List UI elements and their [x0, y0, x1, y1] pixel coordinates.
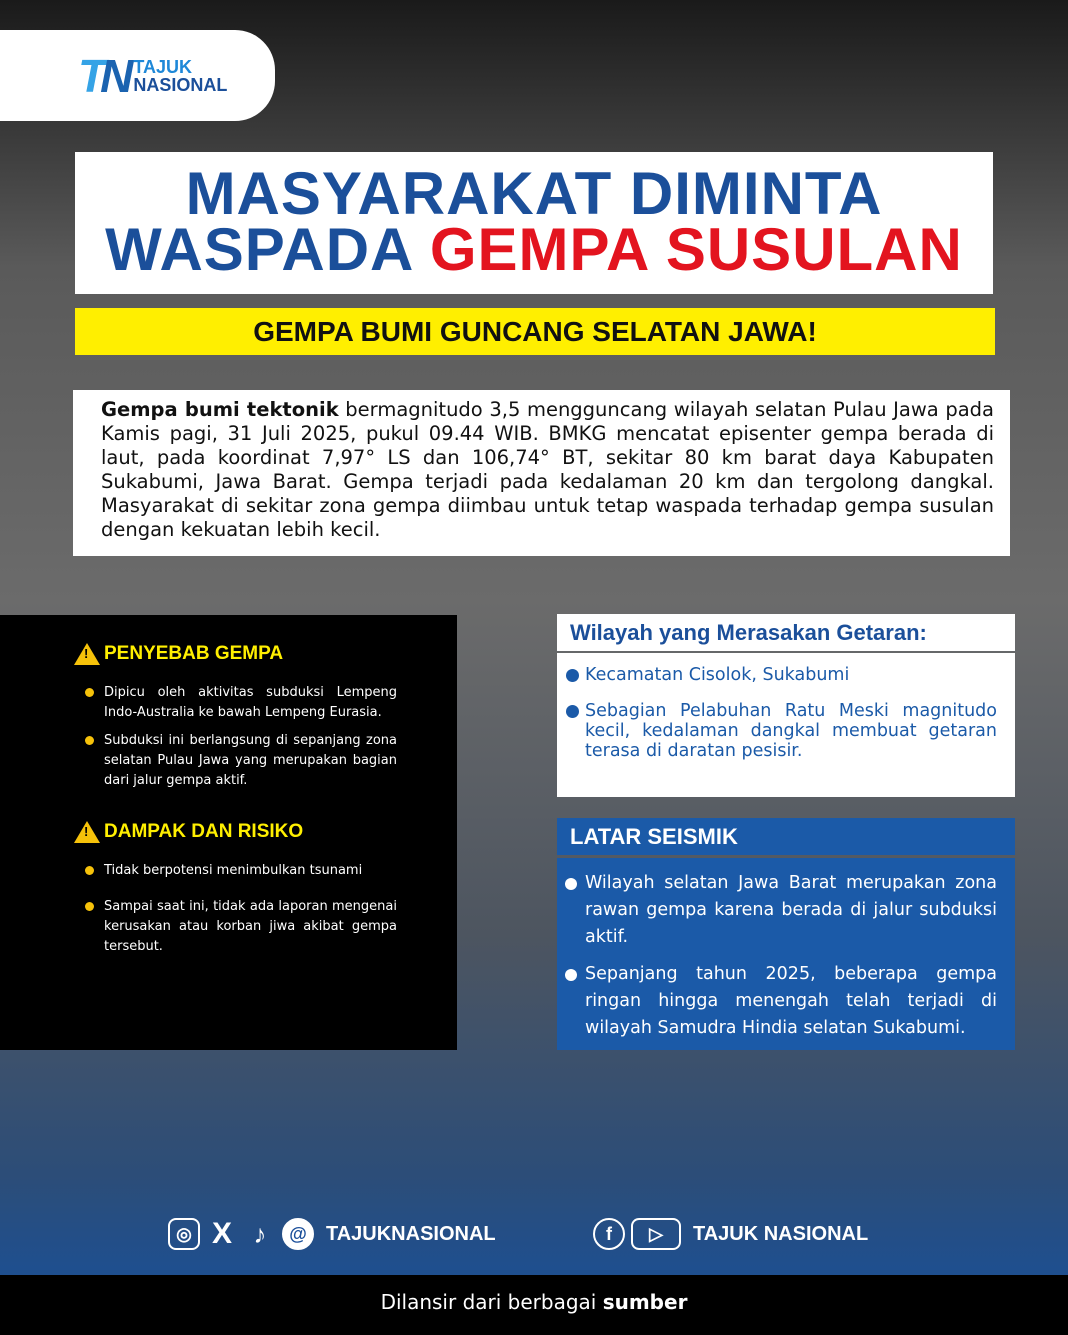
- latar-list: [557, 858, 1015, 1050]
- wilayah-heading: Wilayah yang Merasakan Getaran:: [557, 614, 1015, 651]
- headline-line1: MASYARAKAT DIMINTA: [185, 160, 883, 227]
- subtitle-banner: GEMPA BUMI GUNCANG SELATAN JAWA!: [75, 308, 995, 355]
- x-icon[interactable]: X: [211, 1217, 232, 1250]
- logo-line2: NASIONAL: [133, 74, 228, 95]
- list-item: Tidak berpotensi menimbulkan tsunami: [104, 861, 397, 881]
- footer: [0, 1275, 1068, 1335]
- intro-paragraph: [73, 390, 1010, 556]
- threads-icon[interactable]: @: [282, 1218, 314, 1250]
- instagram-icon[interactable]: ◎: [168, 1218, 200, 1250]
- tiktok-icon[interactable]: ♪: [253, 1218, 267, 1249]
- footer-bold: sumber: [602, 1290, 688, 1314]
- wilayah-list: [557, 653, 1015, 797]
- penyebab-heading: PENYEBAB GEMPA: [104, 643, 284, 664]
- footer-text: Dilansir dari berbagai: [380, 1290, 603, 1314]
- headline: [75, 152, 993, 294]
- list-item: Wilayah selatan Jawa Barat merupakan zona rawan gempa karena berada di jalur subduksi aktif.: [585, 870, 997, 951]
- latar-heading: LATAR SEISMIK: [557, 818, 1015, 855]
- logo: [0, 30, 275, 121]
- info-panel: [0, 615, 457, 1050]
- youtube-icon[interactable]: ▷: [631, 1218, 681, 1250]
- warning-icon: [74, 821, 100, 843]
- dampak-heading: DAMPAK DAN RISIKO: [104, 821, 304, 842]
- logo-mark: TN: [78, 49, 128, 102]
- social-right: [593, 1218, 868, 1250]
- facebook-icon[interactable]: f: [593, 1218, 625, 1250]
- list-item: Dipicu oleh aktivitas subduksi Lempeng Indo-Australia ke bawah Lempeng Eurasia.: [104, 683, 397, 723]
- intro-text: bermagnitudo 3,5 mengguncang wilayah selatan Pulau Jawa pada Kamis pagi, 31 Juli 2025, pukul 09.44 WIB. BMKG mencatat episenter gempa berada di laut, pada koordinat 7,97° LS dan 106,74° BT, sekitar 80 km barat daya Kabupaten Sukabumi, Jawa Barat. Gempa terjadi pada kedalaman 20 km dan tergolong dangkal. Masyarakat di sekitar zona gempa diimbau untuk tetap waspada terhadap gempa susulan dengan kekuatan lebih kecil.: [101, 398, 995, 541]
- list-item: Sampai saat ini, tidak ada laporan mengenai kerusakan atau korban jiwa akibat gempa tersebut.: [104, 897, 397, 957]
- list-item: Sebagian Pelabuhan Ratu Meski magnitudo kecil, kedalaman dangkal membuat getaran terasa di daratan pesisir.: [585, 701, 997, 761]
- intro-bold: Gempa bumi tektonik: [101, 398, 339, 421]
- list-item: Kecamatan Cisolok, Sukabumi: [585, 665, 997, 685]
- warning-icon: [74, 643, 100, 665]
- logo-line1: TAJUK: [133, 56, 193, 77]
- list-item: Sepanjang tahun 2025, beberapa gempa ringan hingga menengah telah terjadi di wilayah Samudra Hindia selatan Sukabumi.: [585, 961, 997, 1042]
- social-left: [168, 1218, 496, 1250]
- social-handle: TAJUKNASIONAL: [326, 1222, 496, 1245]
- social-handle: TAJUK NASIONAL: [693, 1222, 869, 1245]
- list-item: Subduksi ini berlangsung di sepanjang zona selatan Pulau Jawa yang merupakan bagian dari jalur gempa aktif.: [104, 731, 397, 791]
- headline-line2b: GEMPA SUSULAN: [429, 216, 963, 283]
- headline-line2a: WASPADA: [105, 216, 413, 283]
